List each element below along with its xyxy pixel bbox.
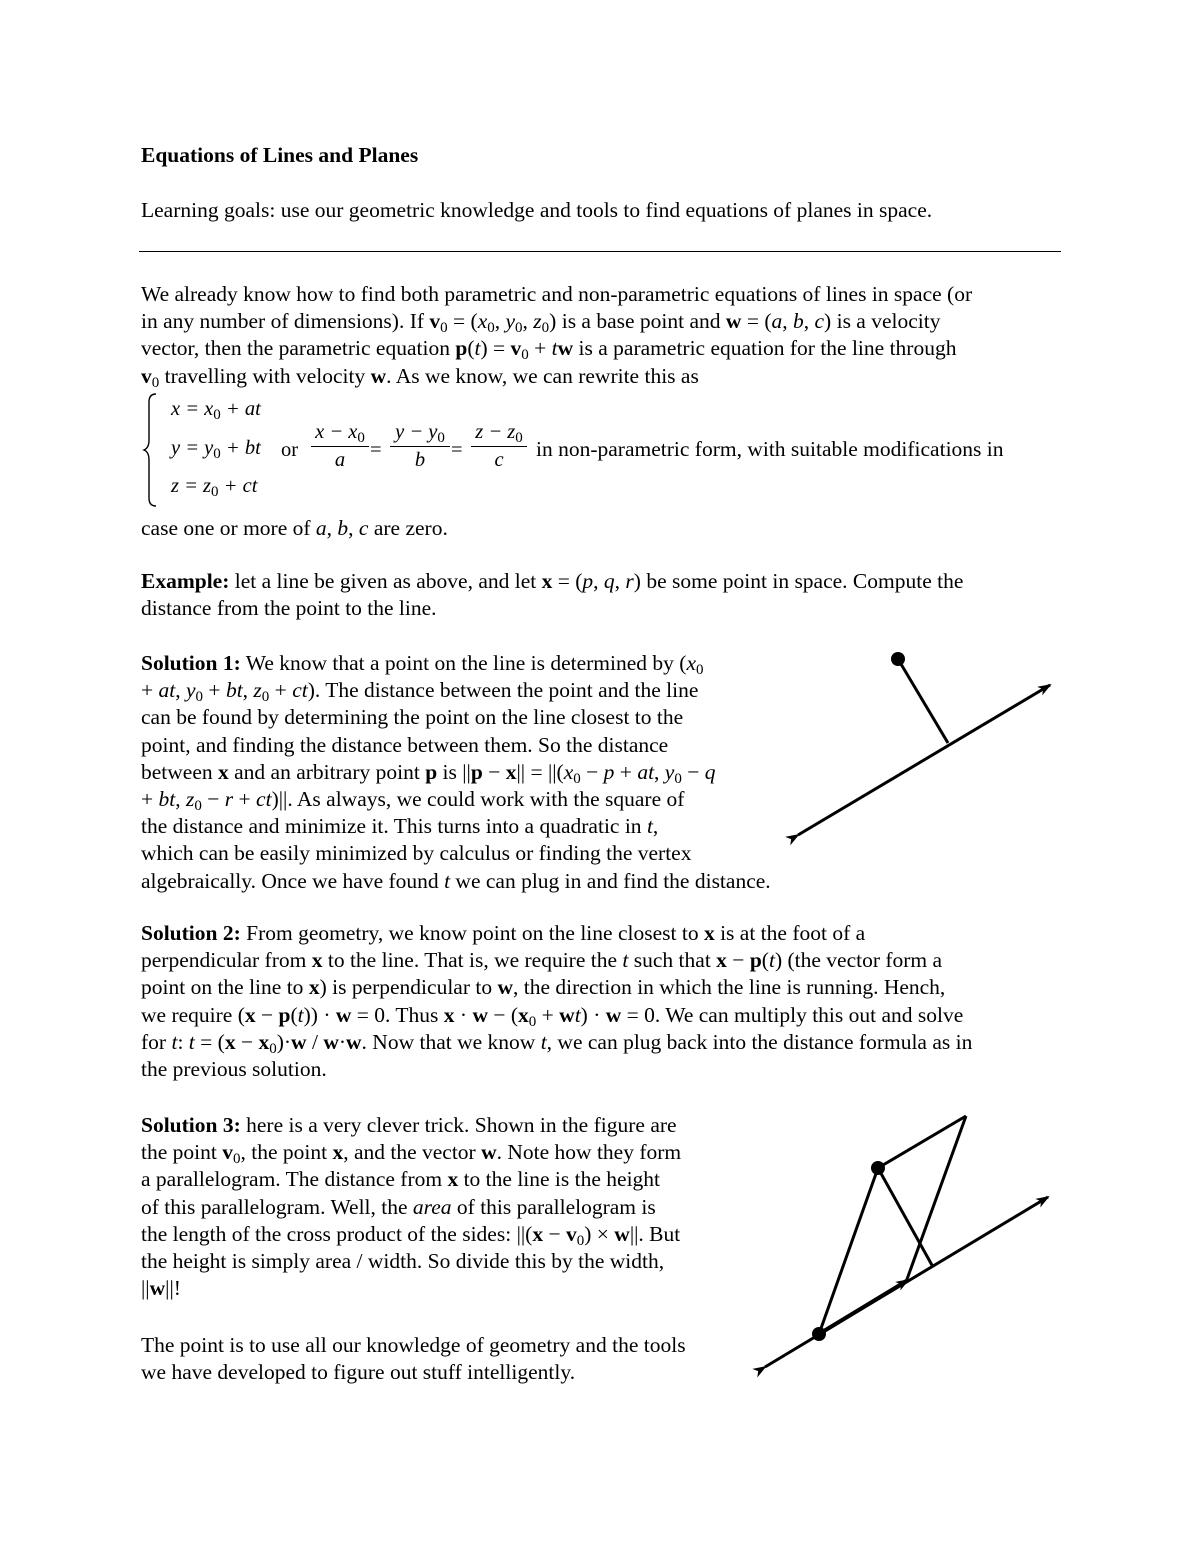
solution1-paragraph: Solution 1: We know that a point on the line is determined by ($x_0$ + at, $y_0$ + bt, $z_0 + ct$). The distance between the point and the line can be found by determining the point on the line closest to the point, and finding the distance between them. So the distance between x and an arbitrary point p is $||p - x|| = ||(x_0 - p$ + at, $y_0 - q$ + bt, $z_0 - r + ct)||$. As always, we could work with the square of the distance and minimize it. This turns into a quadratic in t, which can be easily minimized by calculus or finding the vertex algebraically. Once we have found t we can plug in and find the distance. (141, 651, 771, 893)
parallelogram-side (906, 1116, 966, 1282)
parallelogram-side (819, 1168, 878, 1334)
fraction-x: $\frac{x - x_0}{a}$ (311, 420, 369, 473)
vector-w-arrow (819, 1280, 908, 1334)
non-parametric-note: in non-parametric form, with suitable modifications in (536, 437, 1004, 461)
example-line-2: distance from the point to the line. (141, 596, 437, 621)
point-x-dot (871, 1161, 885, 1175)
equation-system (141, 390, 1061, 510)
point-x-dot (891, 652, 905, 666)
intro-line-3: vector, then the parametric equation $p(t) = v_0$ + tw is a parametric equation for the line through (141, 336, 957, 364)
height-segment (878, 1168, 933, 1267)
example-paragraph (141, 568, 1061, 622)
solution2-paragraph: Solution 2: From geometry, we know point on the line closest to x is at the foot of a perpendicular from x to the line. That is, we require the t such that x − p(t) (the vector form a point on the line to x) is perpendicular to w, the direction in which the line is running. Hench, we require (x − p(t)) · w = 0. Thus $x \cdot w - (x_0 + wt) \cdot w = 0$. We can multiply this out and solve for t: $t = (x - x_0)\cdot w / w\cdot w$. Now that we know t, we can plug back into the distance formula as in the previous solution. (141, 921, 973, 1082)
intro-line-4: $v_0$ travelling with velocity w. As we know, we can rewrite this as (141, 363, 699, 391)
solution3-paragraph: Solution 3: here is a very clever trick. Shown in the figure are the point $v_0$, the point x, and the vector w. Note how they form a parallelogram. The distance from x to the line is the height of this parallelogram. Well, the area of this parallelogram is the length of the cross product of the sides: $||(x - v_0) \times w||$. But the height is simply area / width. So divide this by the width, ||w||! (141, 1113, 682, 1301)
parallelogram-side (878, 1116, 966, 1168)
intro-paragraph (141, 281, 1061, 390)
learning-goals: Learning goals: use our geometric knowledge and tools to find equations of planes in space. (141, 198, 933, 222)
equation-y: $y = y_0$ + bt (171, 437, 261, 462)
fraction-y: $\frac{y - y_0}{b}$ (390, 420, 450, 473)
fraction-z: $\frac{z - z_0}{c}$ (471, 420, 527, 473)
intro-line-1: We already know how to find both parametric and non-parametric equations of lines in space (or (141, 282, 973, 306)
equals-sign: = (370, 439, 382, 461)
equals-sign: = (451, 439, 463, 461)
divider (139, 251, 1061, 252)
zero-case-note: case one or more of a, b, c are zero. (141, 516, 448, 540)
intro-line-2: in any number of dimensions). If $v_0 = (x_0$, $y_0$, $z_0$) is a base point and w = (a, b, c) is a velocity (141, 309, 941, 337)
equation-x: $x = x_0$ + at (171, 398, 261, 423)
line-arrow (798, 685, 1050, 835)
equation-z: $z = z_0$ + ct (171, 475, 258, 500)
left-brace-icon (141, 390, 161, 510)
or-text: or (281, 439, 299, 461)
page-title: Equations of Lines and Planes (141, 143, 419, 167)
perpendicular-segment (898, 659, 948, 743)
closing-paragraph: The point is to use all our knowledge of geometry and the tools we have developed to figure out stuff intelligently. (141, 1333, 686, 1385)
example-line-1: Example: let a line be given as above, and let x = (p, q, r) be some point in space. Compute the (141, 569, 964, 593)
point-line-distance-figure (780, 640, 1070, 850)
